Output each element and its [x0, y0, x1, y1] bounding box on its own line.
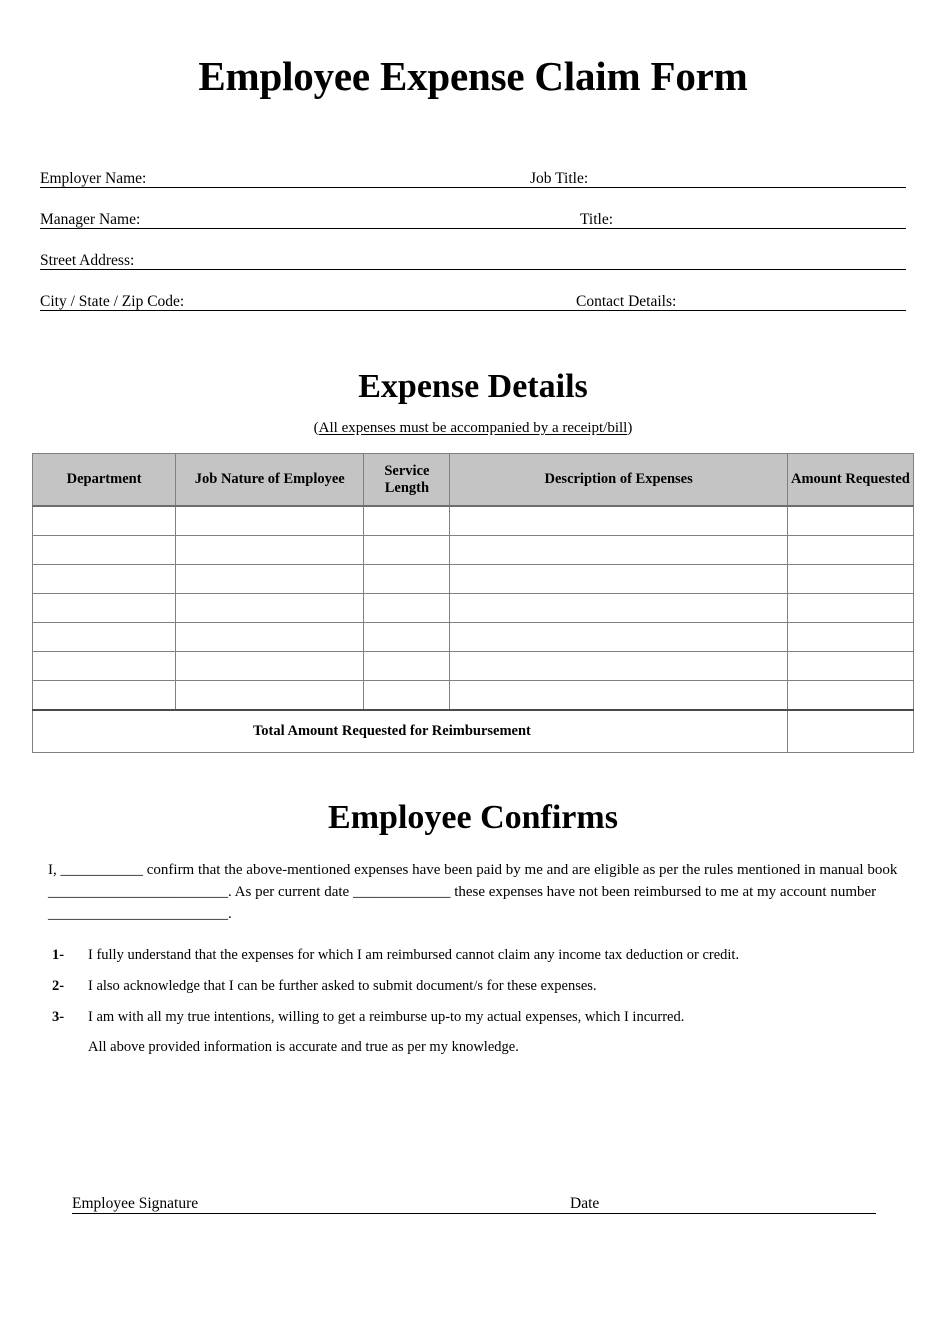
cell-description[interactable]	[450, 506, 787, 536]
cell-amount[interactable]	[787, 536, 913, 565]
subtitle-close-paren: )	[627, 420, 633, 436]
cell-job-nature[interactable]	[176, 652, 364, 681]
field-rule	[40, 310, 906, 311]
column-header-job-nature: Job Nature of Employee	[176, 454, 364, 507]
total-label: Total Amount Requested for Reimbursement	[33, 710, 788, 753]
confirm-body	[0, 837, 946, 925]
employee-signature-label: Employee Signature	[72, 1194, 199, 1212]
cell-job-nature[interactable]	[176, 681, 364, 711]
field-label-left: Manager Name:	[40, 210, 141, 228]
list-item-text: I also acknowledge that I can be further asked to submit document/s for these expenses.	[88, 977, 597, 994]
cell-department[interactable]	[33, 565, 176, 594]
date-label: Date	[566, 1196, 603, 1212]
cell-amount[interactable]	[787, 506, 913, 536]
signature-area	[72, 1188, 876, 1214]
cell-service-length[interactable]	[364, 652, 450, 681]
list-item	[48, 976, 902, 998]
field-label-left: Employer Name:	[40, 171, 151, 187]
table-row	[33, 623, 914, 652]
cell-department[interactable]	[33, 506, 176, 536]
expense-table-body	[33, 506, 914, 710]
confirm-trailing-line: All above provided information is accurate and true as per my knowledge.	[88, 1039, 519, 1056]
field-rule	[40, 187, 906, 188]
column-header-service-length: Service Length	[364, 454, 450, 507]
cell-job-nature[interactable]	[176, 565, 364, 594]
confirm-paragraph: I, ___________ confirm that the above-mentioned expenses have been paid by me and are eligible as per the rules mentioned in manual book ________________________. As per current date _____________ these expenses have not been reimbursed to me at my account number ________________________.	[48, 862, 898, 923]
cell-amount[interactable]	[787, 565, 913, 594]
field-rule	[40, 269, 906, 270]
cell-description[interactable]	[450, 623, 787, 652]
cell-department[interactable]	[33, 652, 176, 681]
cell-service-length[interactable]	[364, 506, 450, 536]
subtitle-open-paren: (	[313, 420, 319, 436]
field-row-street-address	[40, 240, 906, 281]
cell-job-nature[interactable]	[176, 623, 364, 652]
cell-service-length[interactable]	[364, 565, 450, 594]
list-item-number: 3-	[52, 1008, 65, 1025]
column-header-department: Department	[33, 454, 176, 507]
expense-table-foot	[33, 710, 914, 753]
field-row-city-state-zip	[40, 281, 906, 322]
list-item	[48, 945, 902, 967]
cell-amount[interactable]	[787, 623, 913, 652]
cell-amount[interactable]	[787, 681, 913, 711]
table-row	[33, 681, 914, 711]
list-item-text: I am with all my true intentions, willing to get a reimburse up-to my actual expenses, which I incurred.	[88, 1008, 685, 1025]
expense-table-wrapper	[0, 437, 946, 753]
table-row	[33, 565, 914, 594]
cell-department[interactable]	[33, 623, 176, 652]
list-item-number: 1-	[52, 947, 65, 964]
table-row	[33, 652, 914, 681]
cell-department[interactable]	[33, 594, 176, 623]
total-row	[33, 710, 914, 753]
field-row-manager	[40, 199, 906, 240]
list-item-number: 2-	[52, 977, 65, 994]
cell-amount[interactable]	[787, 652, 913, 681]
cell-job-nature[interactable]	[176, 506, 364, 536]
cell-department[interactable]	[33, 536, 176, 565]
field-label-left: City / State / Zip Code:	[40, 294, 189, 310]
table-row	[33, 536, 914, 565]
field-label-right: Title:	[580, 210, 614, 228]
cell-description[interactable]	[450, 652, 787, 681]
signature-row	[72, 1188, 876, 1214]
field-label-left: Street Address:	[40, 251, 135, 269]
expense-details-subtitle	[0, 406, 946, 437]
list-item-text: I fully understand that the expenses for which I am reimbursed cannot claim any income tax deduction or credit.	[88, 947, 740, 964]
subtitle-underlined-text: All expenses must be accompanied by a receipt/bill	[318, 420, 628, 436]
field-label-right: Contact Details:	[576, 292, 677, 310]
field-label-right: Job Title:	[530, 169, 589, 187]
cell-amount[interactable]	[787, 594, 913, 623]
header-fields-group	[0, 100, 946, 322]
expense-table	[32, 453, 914, 753]
cell-description[interactable]	[450, 681, 787, 711]
column-header-description: Description of Expenses	[450, 454, 787, 507]
cell-job-nature[interactable]	[176, 536, 364, 565]
list-item	[48, 1007, 902, 1029]
field-rule	[40, 228, 906, 229]
column-header-amount-requested: Amount Requested	[787, 454, 913, 507]
cell-description[interactable]	[450, 536, 787, 565]
confirm-terms-list	[0, 925, 946, 1059]
cell-job-nature[interactable]	[176, 594, 364, 623]
cell-service-length[interactable]	[364, 681, 450, 711]
field-row-employer	[40, 158, 906, 199]
cell-service-length[interactable]	[364, 623, 450, 652]
employee-confirms-heading: Employee Confirms	[328, 799, 618, 836]
table-row	[33, 594, 914, 623]
table-row	[33, 506, 914, 536]
cell-service-length[interactable]	[364, 594, 450, 623]
page-title: Employee Expense Claim Form	[198, 53, 748, 99]
expense-table-head	[33, 454, 914, 507]
total-amount-cell[interactable]	[787, 710, 913, 753]
signature-rule	[72, 1213, 876, 1214]
expense-details-heading: Expense Details	[358, 368, 588, 405]
cell-service-length[interactable]	[364, 536, 450, 565]
cell-description[interactable]	[450, 565, 787, 594]
cell-department[interactable]	[33, 681, 176, 711]
table-header-row	[33, 454, 914, 507]
cell-description[interactable]	[450, 594, 787, 623]
